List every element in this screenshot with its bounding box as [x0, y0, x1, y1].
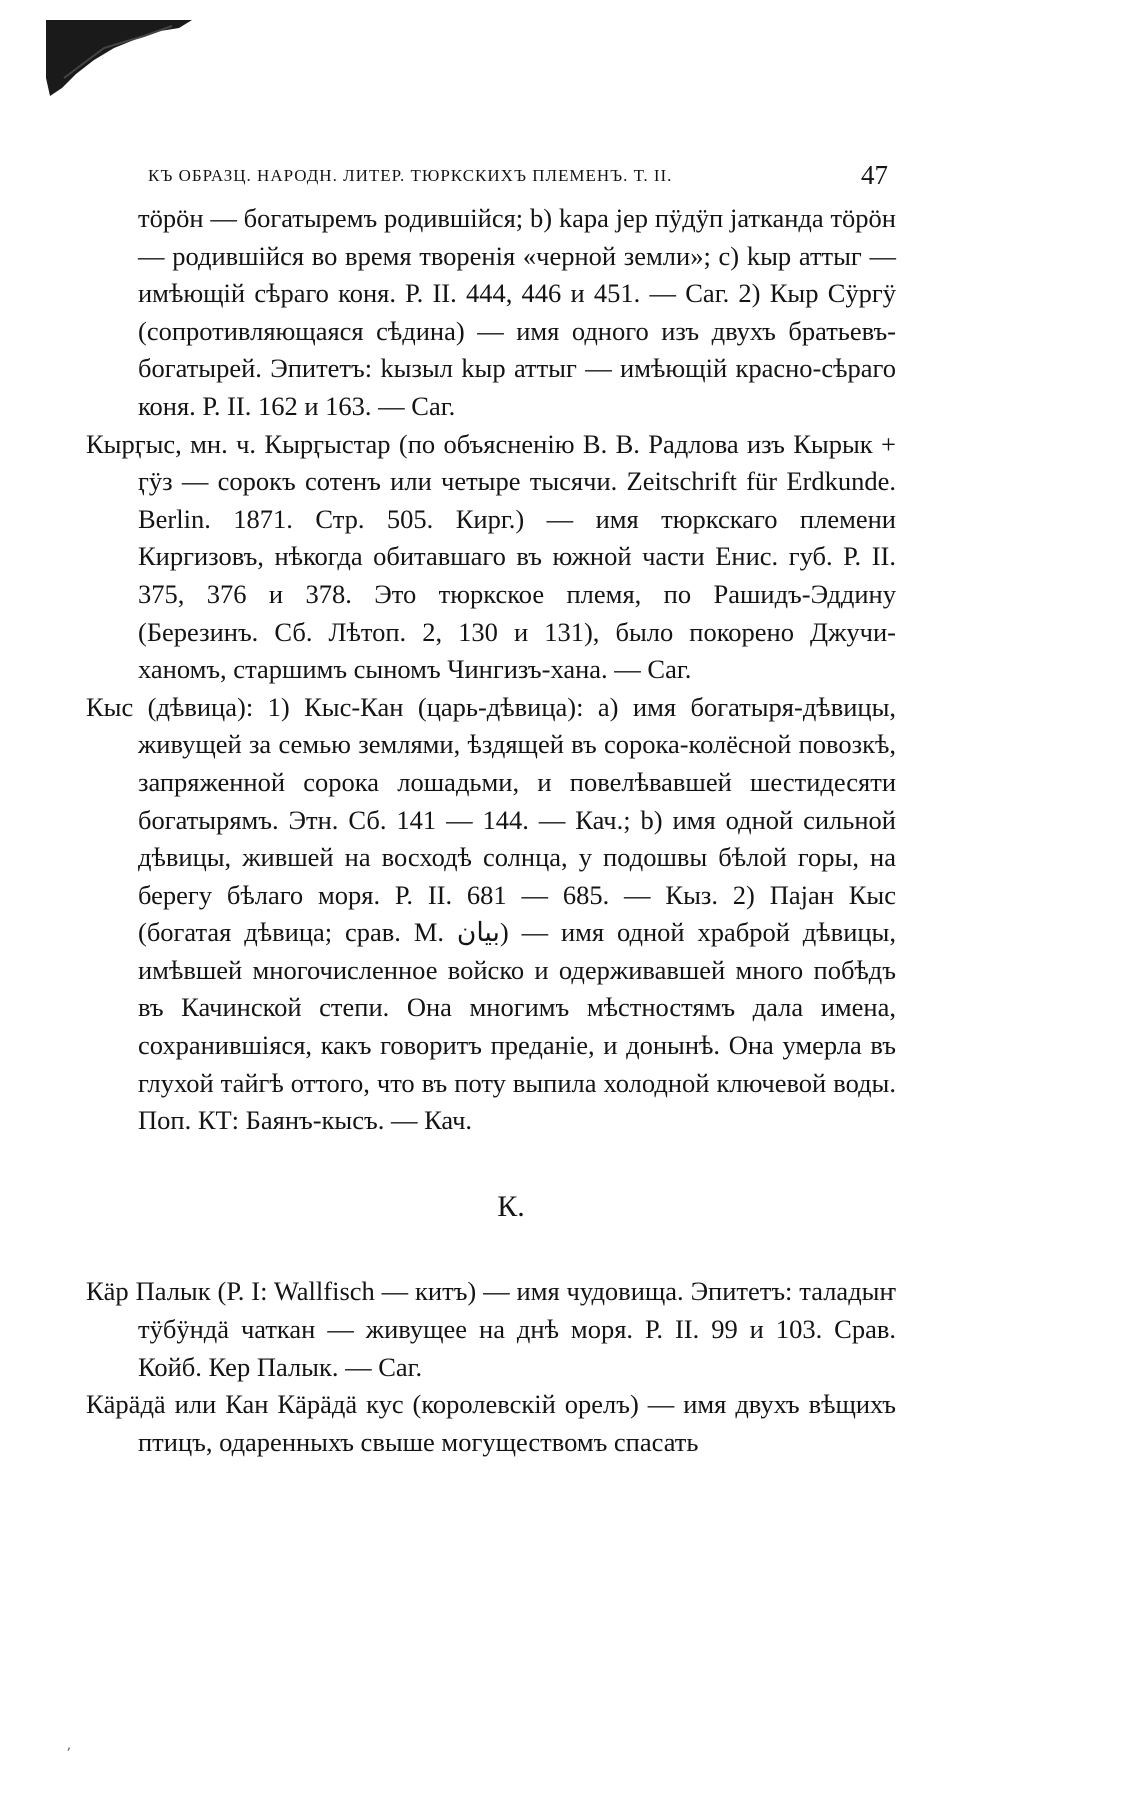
entry-kys: Кыс (дѣвица): 1) Кыс-Кан (царь-дѣвица): a) имя богатыря-дѣвицы, живущей за семью землями, ѣздящей въ сорока-колёсной повозкѣ, запряженной сорока лошадьми, и повелѣвавшей шестидесяти богатырямъ. Этн. Сб. 141 — 144. — Кач.; b) имя одной сильной дѣвицы, жившей на восходѣ солнца, у подошвы бѣлой горы, на берегу бѣлаго моря. Р. II. 681 — 685. — Кыз. 2) Пајан Кыс (богатая дѣвица; срав. М. بيان) — имя одной храброй дѣвицы, имѣвшей многочисленное войско и одерживавшей много побѣдъ въ Качинской степи. Она многимъ мѣстностямъ дала имена, сохранившіяся, какъ говоритъ преданіе, и донынѣ. Она умерла въ глухой тайгѣ оттого, что въ поту выпила холодной ключевой воды. Поп. КТ: Баянъ-кысъ. — Кач. — [86, 691, 896, 1136]
running-head-title: КЪ ОБРАЗЦ. НАРОДН. ЛИТЕР. ТЮРКСКИХЪ ПЛЕМЕНЪ. Т. II. — [148, 166, 673, 185]
section-heading: К. — [497, 1189, 525, 1223]
dictionary-text — [86, 200, 896, 1461]
scan-smudge — [44, 18, 194, 98]
entry-continuation: тӧрӧн — богатыремъ родившійся; b) kара јер пӱдӱп јатканда тӧрӧн — родившійся во время творенія «черной земли»; с) kыр аттыг — имѣющій сѣраго коня. Р. II. 444, 446 и 451. — Саг. 2) Кыр Сӱргӱ (сопротивляющаяся сѣдина) — имя одного изъ двухъ братьевъ-богатырей. Эпитетъ: kызыл kыр аттыг — имѣющій красно-сѣраго коня. Р. II. 162 и 163. — Саг. — [138, 203, 896, 421]
page-number: 47 — [861, 160, 888, 190]
entry-kyrgys: Кырӷыс, мн. ч. Кырӷыстар (по объясненію В. В. Радлова изъ Кырык + ӷӱз — сорокъ сотенъ или четыре тысячи. Zeitschrift für Erdkunde. Berlin. 1871. Стр. 505. Кирг.) — имя тюркскаго племени Киргизовъ, нѣкогда обитавшаго въ южной части Енис. губ. Р. II. 375, 376 и 378. Это тюркское племя, по Рашидъ-Эддину (Березинъ. Сб. Лѣтоп. 2, 130 и 131), было покорено Джучи-ханомъ, старшимъ сыномъ Чингизъ-хана. — Саг. — [86, 428, 896, 685]
running-head — [148, 160, 888, 194]
scan-speck: ʼ — [66, 1746, 71, 1762]
entry-karada: Кäрӓдӓ или Кан Кäрӓдӓ кус (королевскій орелъ) — имя двухъ вѣщихъ птицъ, одаренныхъ свыше могуществомъ спасать — [86, 1389, 896, 1457]
entry-kar-palyk: Кäр Палык (Р. I: Wallfisch — китъ) — имя чудовища. Эпитетъ: таладыҥ тӱбӱндӓ чаткан — живущее на днѣ моря. Р. II. 99 и 103. Срав. Койб. Кер Палык. — Саг. — [86, 1276, 896, 1382]
